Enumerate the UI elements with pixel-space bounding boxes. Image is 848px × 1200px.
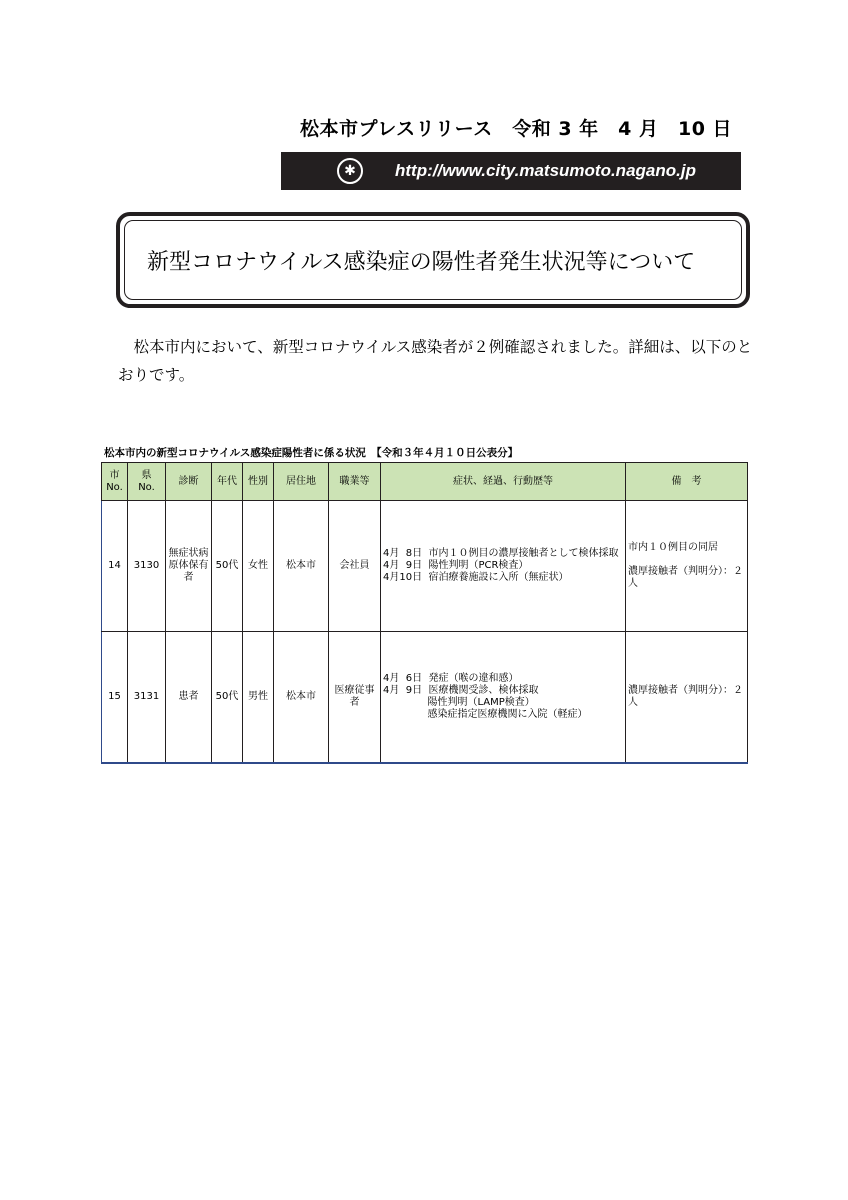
history-header: 症状、経過、行動歴等: [381, 463, 626, 501]
remark-line: 濃厚接触者（判明分）：２ 人: [628, 685, 743, 708]
pref-no-header: 県 No.: [128, 463, 166, 501]
sex-cell: 女性: [243, 501, 274, 632]
city-no-header: 市 No.: [102, 463, 128, 501]
history-line: 4月10日 宿泊療養施設に入所（無症状）: [383, 572, 569, 583]
table-header-row: [102, 463, 748, 501]
age-cell: 50代: [212, 501, 243, 632]
page-title: 新型コロナウイルス感染症の陽性者発生状況等について: [147, 249, 696, 275]
title-box: [116, 212, 750, 308]
history-line: 4月 9日 医療機関受診、検体採取: [383, 685, 539, 696]
city-no-cell: 14: [102, 501, 128, 632]
diagnosis-cell: 無症状病 原体保有 者: [166, 501, 212, 632]
press-release-header: 松本市プレスリリース 令和 3 年 4 月 10 日: [300, 118, 733, 140]
cases-table: [101, 462, 748, 764]
pref-no-cell: 3131: [128, 632, 166, 764]
residence-cell: 松本市: [274, 501, 329, 632]
occupation-cell: 医療従事 者: [329, 632, 381, 764]
residence-header: 居住地: [274, 463, 329, 501]
remarks-cell: [626, 632, 748, 764]
history-line: 陽性判明（LAMP検査）: [383, 697, 535, 708]
table-row: [102, 632, 748, 764]
remarks-header: 備 考: [626, 463, 748, 501]
diagnosis-cell: 患者: [166, 632, 212, 764]
history-line: 4月 6日 発症（喉の違和感）: [383, 673, 519, 684]
url-bar: [281, 152, 741, 190]
intro-paragraph: 松本市内において、新型コロナウイルス感染者が２例確認されました。詳細は、以下のとおりです。: [118, 338, 753, 384]
remark-line: 市内１０例目の同居: [628, 542, 718, 553]
table-row: [102, 501, 748, 632]
occupation-cell: 会社員: [329, 501, 381, 632]
sex-header: 性別: [243, 463, 274, 501]
history-cell: [381, 632, 626, 764]
city-no-cell: 15: [102, 632, 128, 764]
sex-cell: 男性: [243, 632, 274, 764]
pref-no-cell: 3130: [128, 501, 166, 632]
history-line: 4月 9日 陽性判明（PCR検査）: [383, 560, 529, 571]
history-cell: [381, 501, 626, 632]
city-url[interactable]: http://www.city.matsumoto.nagano.jp: [395, 161, 696, 180]
history-line: 感染症指定医療機関に入院（軽症）: [383, 709, 588, 720]
table-caption: 松本市内の新型コロナウイルス感染症陽性者に係る状況 【令和３年４月１０日公表分】: [104, 447, 519, 459]
age-header: 年代: [212, 463, 243, 501]
diagnosis-header: 診断: [166, 463, 212, 501]
remark-line: 濃厚接触者（判明分）：２ 人: [628, 566, 743, 589]
remarks-cell: [626, 501, 748, 632]
history-line: 4月 8日 市内１０例目の濃厚接触者として検体採取: [383, 548, 619, 559]
occupation-header: 職業等: [329, 463, 381, 501]
age-cell: 50代: [212, 632, 243, 764]
residence-cell: 松本市: [274, 632, 329, 764]
city-emblem-icon: ✱: [337, 158, 363, 184]
